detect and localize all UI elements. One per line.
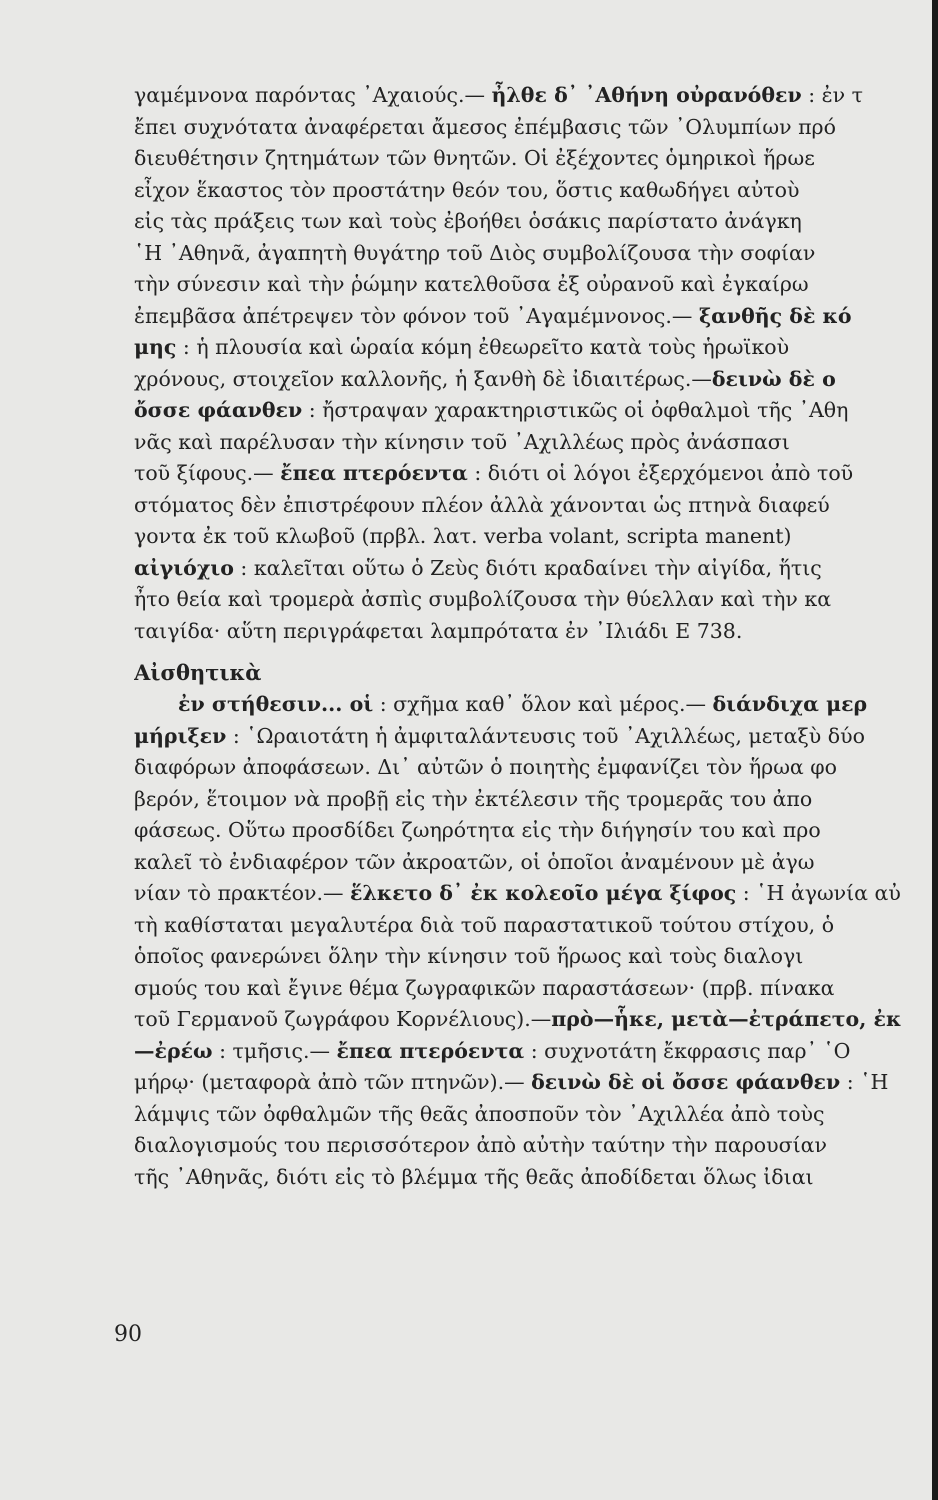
text-line xyxy=(134,427,932,459)
line-segment: : ἡ πλουσία καὶ ὡραία κόμη ἐθεωρεῖτο κατὰ τοὺς ἡρωϊκοὺ xyxy=(176,335,790,359)
line-segment: διευθέτησιν ζητημάτων τῶν θνητῶν. Οἱ ἐξέχοντες ὁμηρικοὶ ἥρωε xyxy=(134,146,815,170)
line-segment: χρόνους, στοιχεῖον καλλονῆς, ἡ ξανθὴ δὲ ἰδιαιτέρως.— xyxy=(134,366,712,391)
text-line xyxy=(134,847,932,879)
line-segment: φάσεως. Οὕτω προσδίδει ζωηρότητα εἰς τὴν διήγησίν του καὶ προ xyxy=(134,818,821,842)
line-segment: τῆς ᾿Αθηνᾶς, διότι εἰς τὸ βλέμμα τῆς θεᾶς ἀποδίδεται ὅλως ἰδιαι xyxy=(134,1164,814,1189)
text-line xyxy=(134,80,932,112)
text-line xyxy=(134,364,932,396)
line-segment: λάμψις τῶν ὀφθαλμῶν τῆς θεᾶς ἀποσποῦν τὸν ᾿Αχιλλέα ἀπὸ τοὺς xyxy=(134,1101,825,1126)
line-segment: τὴ καθίσταται μεγαλυτέρα διὰ τοῦ παραστατικοῦ τούτου στίχου, ὁ xyxy=(134,912,835,937)
line-segment: : σχῆμα καθ᾿ ὅλον καὶ μέρος.— xyxy=(373,692,713,716)
line-segment: ἦτο θεία καὶ τρομερὰ ἀσπὶς συμβολίζουσα τὴν θύελλαν καὶ τὴν κα xyxy=(134,587,832,611)
text-line xyxy=(134,112,932,144)
line-segment: γαμέμνονα παρόντας ᾿Αχαιούς.— xyxy=(134,83,492,107)
lemma-bold: μης xyxy=(134,335,177,359)
commentary-part-1 xyxy=(134,80,932,647)
page-edge-shadow xyxy=(932,0,938,1500)
line-segment: ὁποῖος φανερώνει ὅλην τὴν κίνησιν τοῦ ἥρωος καὶ τοὺς διαλογι xyxy=(134,944,804,968)
lemma-bold: ἦλθε δ᾿ ᾿Αθήνη οὐρανόθεν xyxy=(491,83,802,107)
text-line xyxy=(134,910,932,942)
line-segment: ἔπει συχνότατα ἀναφέρεται ἄμεσος ἐπέμβασις τῶν ᾿Ολυμπίων πρό xyxy=(134,114,836,139)
line-segment: νᾶς καὶ παρέλυσαν τὴν κίνησιν τοῦ ᾿Αχιλλέως πρὸς ἀνάσπασι xyxy=(134,429,790,454)
commentary-part-2 xyxy=(134,689,932,1193)
lemma-bold: πρὸ—ἧκε, μετὰ—ἐτράπετο, ἐκ xyxy=(551,1007,902,1031)
page-number: 90 xyxy=(114,1322,142,1347)
line-segment: τοῦ Γερμανοῦ ζωγράφου Κορνέλιους).— xyxy=(134,1007,552,1031)
lemma-bold: αἰγιόχιο xyxy=(134,555,234,580)
text-line xyxy=(134,175,932,207)
line-segment: εἶχον ἕκαστος τὸν προστάτην θεόν του, ὅστις καθωδήγει αὐτοὺ xyxy=(134,177,800,202)
line-segment: : ῾Ωραιοτάτη ἡ ἀμφιταλάντευσις τοῦ ᾿Αχιλλέως, μεταξὺ δύο xyxy=(226,723,865,748)
line-segment: τὴν σύνεσιν καὶ τὴν ῥώμην κατελθοῦσα ἐξ οὐρανοῦ καὶ ἐγκαίρω xyxy=(134,272,809,296)
line-segment: ἐπεμβᾶσα ἀπέτρεψεν τὸν φόνον τοῦ ᾿Αγαμέμνονος.— xyxy=(134,303,699,328)
line-segment: στόματος δὲν ἐπιστρέφουν πλέον ἀλλὰ χάνονται ὡς πτηνὰ διαφεύ xyxy=(134,492,830,517)
lemma-bold: ξανθῆς δὲ κό xyxy=(698,303,852,328)
line-segment: ῾Η ᾿Αθηνᾶ, ἀγαπητὴ θυγάτηρ τοῦ Διὸς συμβολίζουσα τὴν σοφίαν xyxy=(134,240,816,265)
line-segment: : ῾Η xyxy=(840,1070,889,1094)
line-segment: τοῦ ξίφους.— xyxy=(134,461,281,485)
text-line xyxy=(134,490,932,522)
line-segment: σμούς του καὶ ἔγινε θέμα ζωγραφικῶν παραστάσεων· (πρβ. πίνακα xyxy=(134,975,835,1000)
line-segment: : ἐν τ xyxy=(801,83,863,107)
text-line xyxy=(134,1067,932,1099)
text-line xyxy=(134,1099,932,1131)
lemma-bold: μήριξεν xyxy=(134,723,227,748)
text-line xyxy=(134,721,932,753)
text-line xyxy=(134,752,932,784)
lemma-bold: ὄσσε φάανθεν xyxy=(134,398,303,422)
text-line xyxy=(134,784,932,816)
text-line xyxy=(134,206,932,238)
lemma-bold: ἔπεα πτερόεντα xyxy=(280,461,468,485)
text-line xyxy=(134,395,932,427)
text-line xyxy=(134,332,932,364)
text-line xyxy=(134,941,932,973)
line-segment: : συχνοτάτη ἔκφρασις παρ᾿ ῾Ο xyxy=(524,1038,851,1063)
text-line xyxy=(134,1004,932,1036)
lemma-bold: ἕλκετο δ᾿ ἐκ κολεοῖο μέγα ξίφος xyxy=(350,881,737,905)
line-segment: διαλογισμούς του περισσότερον ἀπὸ αὐτὴν ταύτην τὴν παρουσίαν xyxy=(134,1133,827,1157)
lemma-bold: δεινὼ δὲ οἱ ὄσσε φάανθεν xyxy=(531,1070,841,1094)
text-line xyxy=(134,458,932,490)
line-segment: βερόν, ἕτοιμον νὰ προβῇ εἰς τὴν ἐκτέλεσιν τῆς τρομερᾶς του ἀπο xyxy=(134,786,813,811)
line-segment: γοντα ἐκ τοῦ κλωβοῦ (πρβλ. λατ. verba volant, scripta manent) xyxy=(134,524,792,548)
line-segment: καλεῖ τὸ ἐνδιαφέρον τῶν ἀκροατῶν, οἱ ὁποῖοι ἀναμένουν μὲ ἀγω xyxy=(134,849,815,874)
text-line xyxy=(134,269,932,301)
line-segment: : τμῆσις.— xyxy=(212,1038,337,1063)
lemma-bold: δεινὼ δὲ ο xyxy=(711,366,836,391)
line-segment: : ἤστραψαν χαρακτηριστικῶς οἱ ὀφθαλμοὶ τῆς ᾿Αθη xyxy=(302,398,849,422)
text-line xyxy=(134,815,932,847)
text-line xyxy=(134,521,932,553)
line-segment: μήρῳ· (μεταφορὰ ἀπὸ τῶν πτηνῶν).— xyxy=(134,1070,532,1094)
text-line xyxy=(134,878,932,910)
text-line xyxy=(134,1162,932,1194)
text-line xyxy=(134,143,932,175)
line-segment: : ῾Η ἀγωνία αὐ xyxy=(736,881,901,905)
text-line xyxy=(134,238,932,270)
text-line xyxy=(134,584,932,616)
text-line xyxy=(134,301,932,333)
text-line xyxy=(134,616,932,648)
line-segment: διαφόρων ἀποφάσεων. Δι᾿ αὐτῶν ὁ ποιητὴς ἐμφανίζει τὸν ἥρωα φο xyxy=(134,755,837,779)
line-segment: νίαν τὸ πρακτέον.— xyxy=(134,881,351,905)
lemma-bold: ἐν στήθεσιν... οἱ xyxy=(178,692,374,716)
text-line xyxy=(134,973,932,1005)
line-segment: : διότι οἱ λόγοι ἐξερχόμενοι ἀπὸ τοῦ xyxy=(467,461,854,485)
text-line xyxy=(134,1036,932,1068)
lemma-bold: διάνδιχα μερ xyxy=(712,692,868,716)
body-text xyxy=(134,80,932,1193)
line-segment: εἰς τὰς πράξεις των καὶ τοὺς ἐβοήθει ὁσάκις παρίστατο ἀνάγκη xyxy=(134,209,802,233)
section-heading: Αἰσθητικὰ xyxy=(134,660,262,685)
line-segment: : καλεῖται οὕτω ὁ Ζεὺς διότι κραδαίνει τὴν αἰγίδα, ἥτις xyxy=(233,555,822,580)
lemma-bold: ἔπεα πτερόεντα xyxy=(336,1038,525,1063)
text-line xyxy=(134,553,932,585)
lemma-bold: —ἐρέω xyxy=(134,1038,213,1063)
text-line xyxy=(134,689,932,721)
line-segment: ταιγίδα· αὕτη περιγράφεται λαμπρότατα ἐν ᾿Ιλιάδι Ε 738. xyxy=(134,618,743,643)
text-line xyxy=(134,1130,932,1162)
